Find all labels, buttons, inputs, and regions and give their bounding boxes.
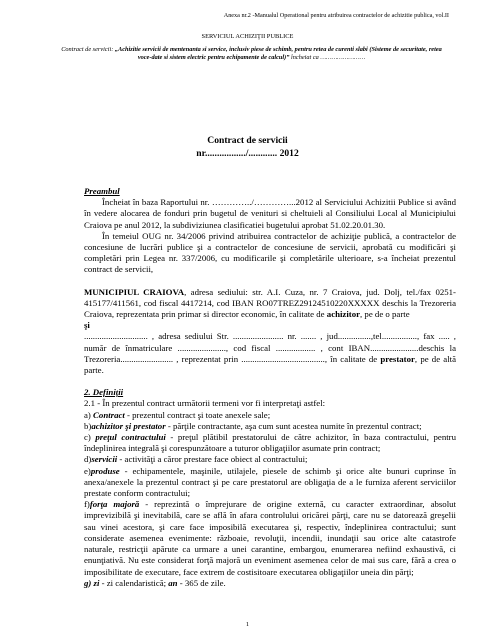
definition-term: forţa majoră [89,499,140,510]
preambul-paragraph-2: În temeiul OUG nr. 34/2006 privind atribuirea contractelor de achiziţie publică, a contractelor de concesiune de lucrări publice şi a contractelor de concesiune de servicii, aprobată cu modificări şi completări prin Legea nr. 337/2006, cu modificarile şi completările ulterioare, s-a încheiat prezentul contract de servicii, [84,230,456,275]
definition-text: - reprezintă o împrejurare de origine externă, cu caracter extraordinar, absolut imprevizibilă şi inevitabilă, care se află în afara controlului oricărei părţi, care nu se datorează greşelii sau vinei acestora, şi care face imposibilă executarea şi, respectiv, îndeplinirea contractului; sunt considerate asemenea evenimente: războaie, revoluţii, incendii, inundaţii sau orice alte catastrofe naturale, restricţii apărute ca urmare a unei carantine, embargou, enumerarea nefiind exhaustivă, ci enunţiativă. Nu este considerat forţă majoră un eveniment asemenea celor de mai sus care, fără a crea o imposibilitate de executare, face extrem de costisitoare executarea obligaţiilor uneia din părţi; [84,499,456,577]
preambul-paragraph-1: Încheiat în baza Raportului nr. …………../…………...2012 al Serviciului Achizitii Publice si având în vedere alocarea de fonduri prin bugetul de venituri si cheltuieli al Consiliului Local al Municipiului Craiova pe anul 2012, la subdiviziunea clasificatiei bugetului aprobat 51.02.20.01.30. [84,197,456,230]
definition-item [84,466,456,500]
definition-item [84,410,456,421]
contract-title: Contract de servicii [207,135,288,146]
definition-prefix: d) [84,454,92,465]
definitions-intro: 2.1 - În prezentul contract următorii termeni vor fi interpretaţi astfel: [84,398,326,409]
buyer-name: MUNICIPIUL CRAIOVA [84,286,185,297]
definition-term: preţul contractului [95,432,166,443]
buyer-end: , pe de o parte [360,309,410,320]
definition-term: an [168,577,178,588]
contract-prefix: Contract de servicii: [61,46,115,53]
annex-header: Anexa nr.2 -Manualul Operational pentru atribuirea contractelor de achizitie publica, vol.II [223,12,449,19]
definition-term: zi [93,577,100,588]
definition-text: - echipamentele, maşinile, utilajele, piesele de schimb şi orice alte bunuri cuprinse în anexa/anexele la prezentul contract şi pe care prestatorul are obligaţia de a le furniza aferent serviciilor prestate conform contractului; [84,465,456,499]
definition-prefix: f) [84,499,90,510]
definition-text: - activităţi a căror prestare face obiect al contractului; [117,454,308,465]
definition-text: - prezentul contract şi toate anexele sale; [124,409,271,420]
provider-end: , pe de altă parte. [84,353,457,376]
definition-prefix: b) [84,420,92,431]
contract-body [84,186,456,589]
definition-prefix: g) [84,577,94,588]
buyer-paragraph [84,287,456,321]
definition-term: servicii [91,454,118,465]
preambul-heading: Preambul [84,186,120,196]
contract-subject: „Achizitie servicii de mentenanta si service, inclusiv piese de schimb, pentru retea de curenti slabi (Sisteme de securitate, retea voce-date si sistem electric pentru echipamente de calcul)” [114,46,442,61]
and-conjunction: şi [84,320,90,331]
definition-term: produse [90,465,120,476]
definition-term: achizitor şi prestator [91,420,166,431]
definition-prefix: e) [84,465,91,476]
page-number: 1 [245,621,250,628]
definition-text: - părţile contractante, aşa cum sunt acestea numite în prezentul contract; [165,420,422,431]
buyer-role: achizitor [326,309,361,320]
provider-paragraph [84,331,456,376]
definition-item [84,432,456,454]
definition-text: - 365 de zile. [177,577,226,588]
provider-details: ............................. , adresa sediului Str. ....................... nr. ....... , jud...............,tel................, fax ..... , număr de înmatriculare ......................, cod fiscal .................. , cont IBAN......................deschis la Trezoreria........................ , reprezentat prin ......................................, în calitate de [84,331,456,364]
buyer-details: , adresa sediului: str. A.I. Cuza, nr. 7 Craiova, jud. Dolj, tel./fax 0251-415177/411561, cod fiscal 4417214, cod IBAN RO07TREZ29124510220XXXXX deschis la Trezoreria Craiova, reprezentata prin primar si director economic, în calitate de [84,286,456,320]
definition-prefix: a) [84,409,94,420]
definition-term: Contract [93,409,125,420]
definition-item [84,454,456,465]
contract-subject-header [54,46,449,62]
service-header: SERVICIUL ACHIZIŢII PUBLICE [201,33,294,40]
definition-item [84,499,456,577]
definition-text: - preţul plătibil prestatorului de către achizitor, în baza contractului, pentru îndeplinirea integrală şi corespunzătoare a tuturor obligaţiilor asumate prin contract; [84,432,456,454]
definition-text: - zi calendaristică; [99,577,169,588]
contract-suffix: încheiat ca …………………… [289,54,366,61]
contract-number: nr................./............ 2012 [196,148,299,159]
definition-item [84,578,456,589]
definitions-heading: 2. Definiţii [84,387,124,398]
definition-item [84,421,456,432]
definition-prefix: c) [84,432,96,443]
provider-role: prestator [380,353,415,364]
